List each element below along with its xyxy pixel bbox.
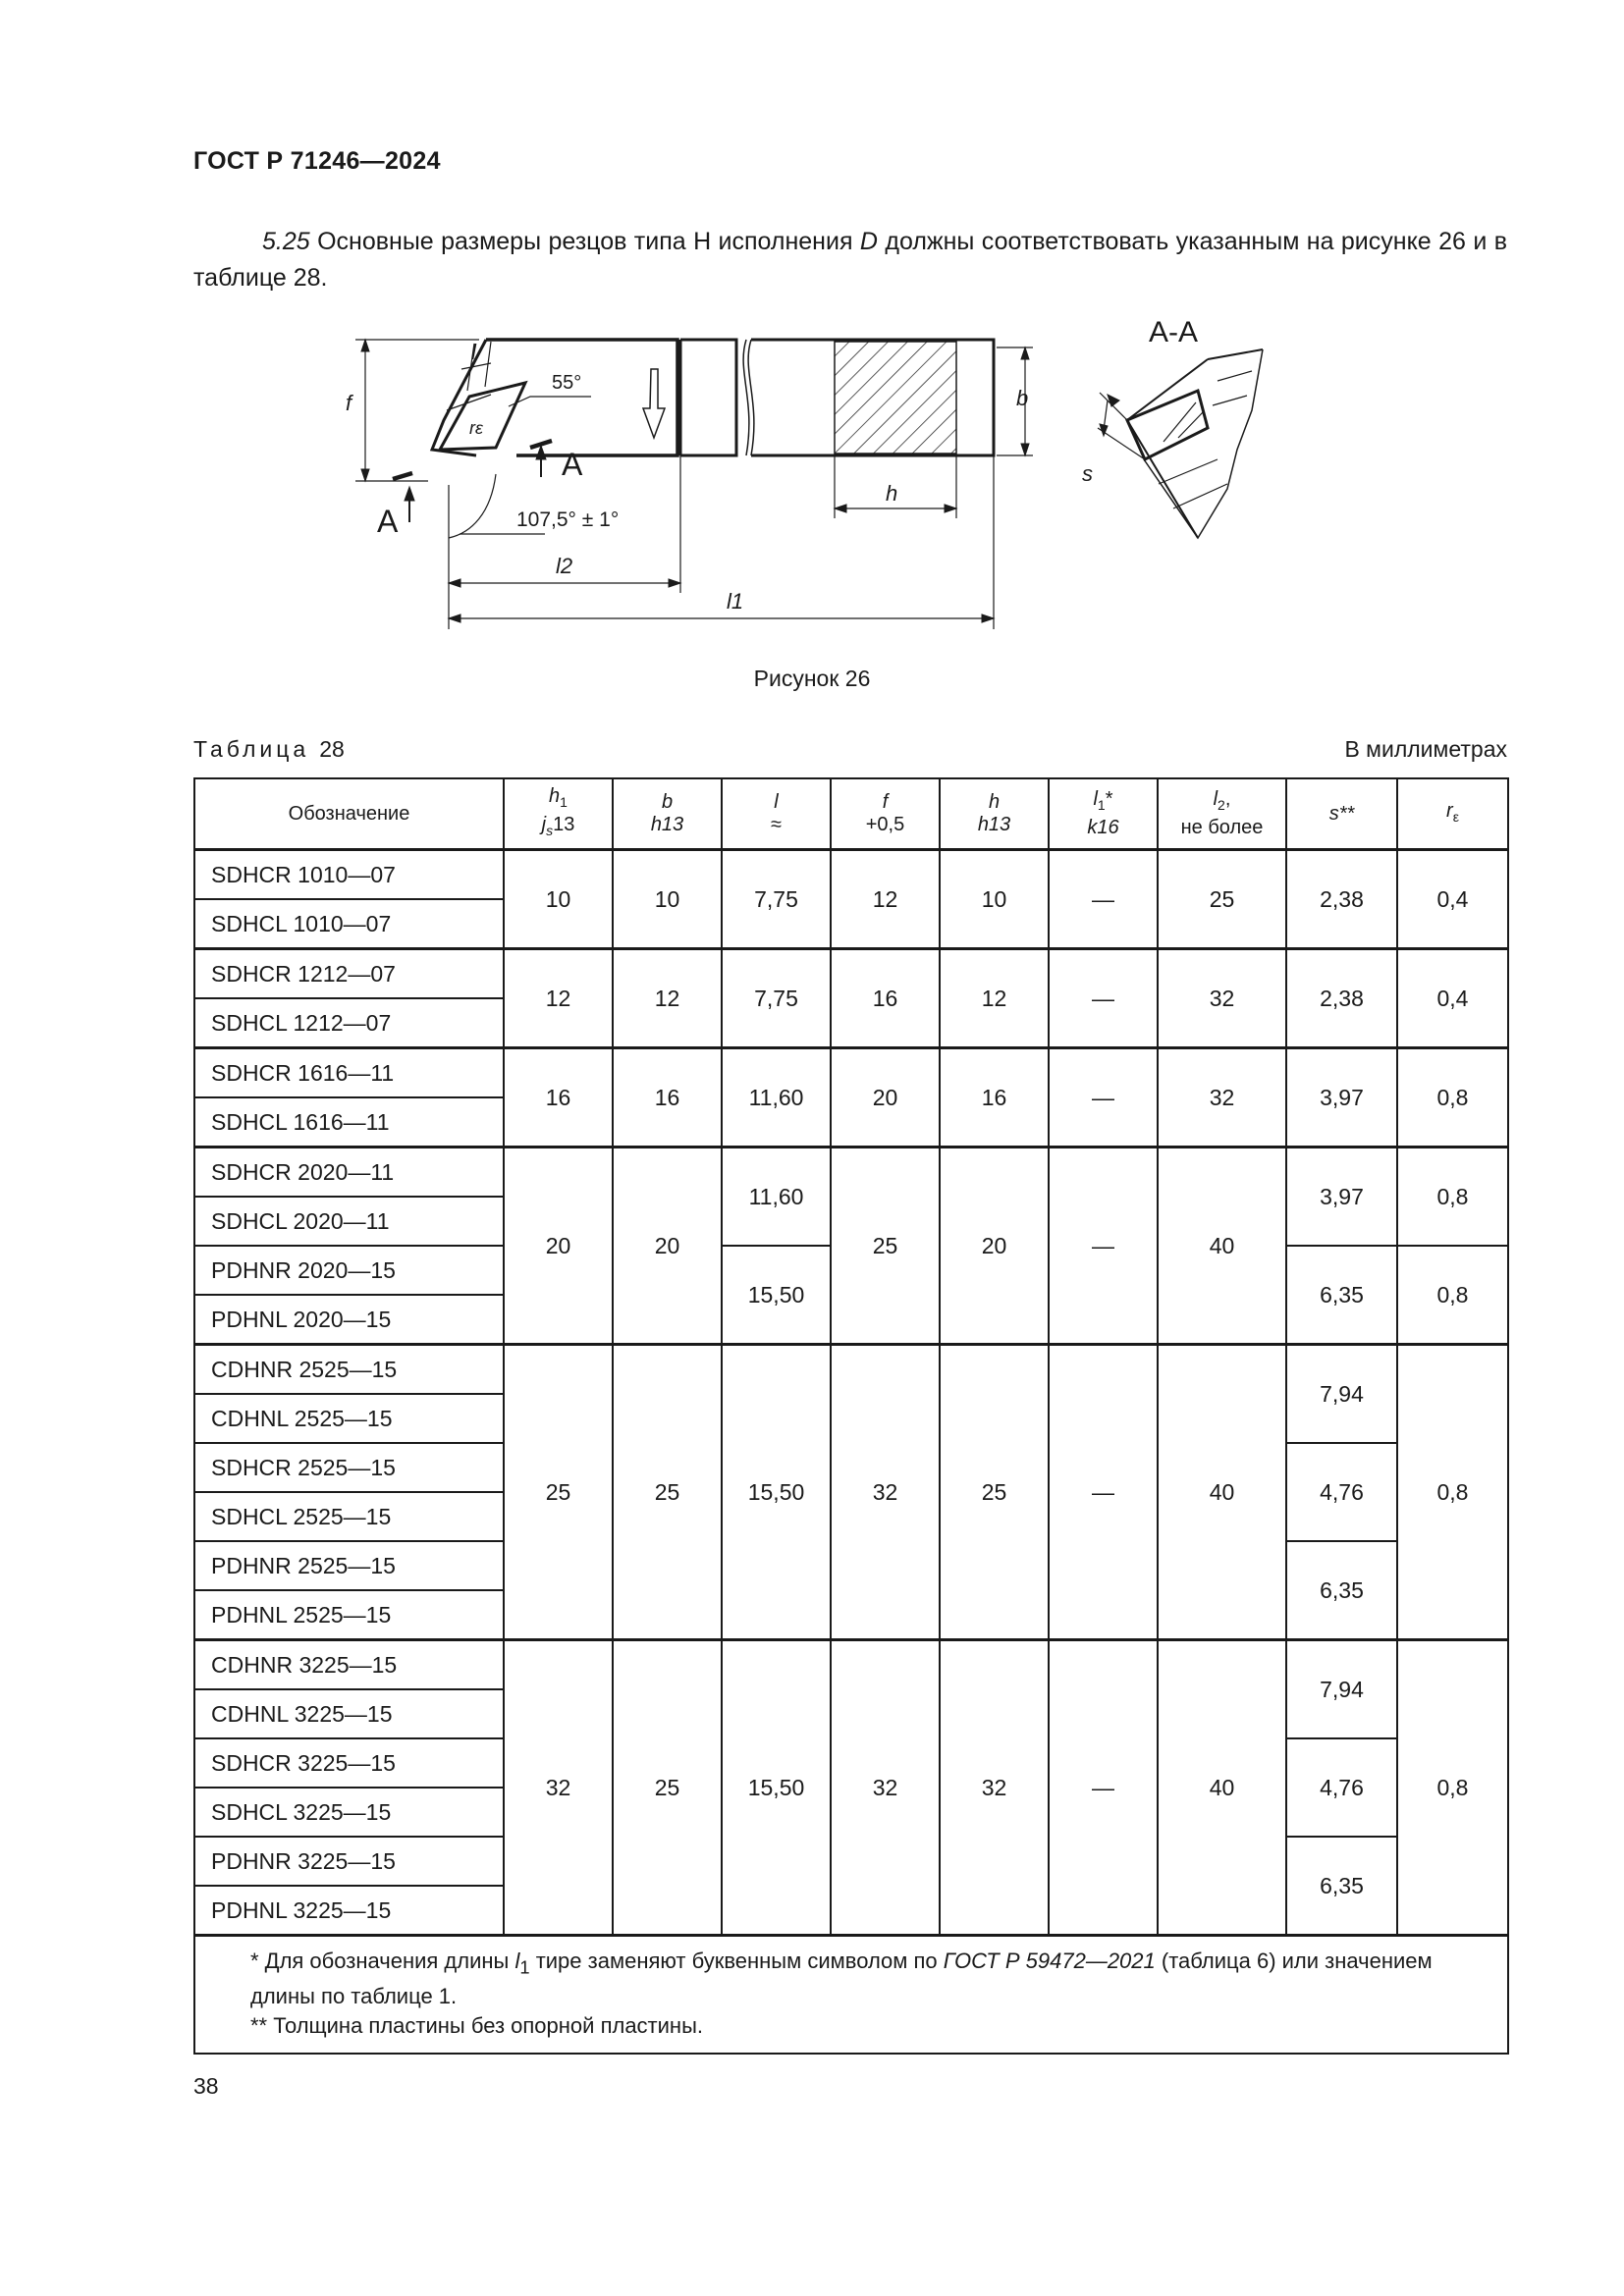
value-cell: 20 (831, 1048, 940, 1148)
label-angle-107: 107,5° ± 1° (516, 508, 620, 531)
page-number: 38 (193, 2073, 219, 2099)
note-1: * Для обозначения длины $l_1$ тире заменяют буквенным символом по ГОСТ Р 59472—2021 (таблица 6) или значением длины по таблице 1. (250, 1949, 1433, 2009)
note-2: ** Толщина пластины без опорной пластины. (250, 2013, 703, 2039)
value-cell: 16 (831, 949, 940, 1048)
value-cell: 12 (504, 949, 613, 1048)
value-cell: 15,50 (722, 1345, 831, 1640)
designation-cell: PDHNR 2525—15 (194, 1541, 504, 1590)
header-h1: $h_1$ $j_s13$ (504, 778, 613, 850)
value-cell: — (1049, 1148, 1158, 1345)
value-cell: 0,4 (1397, 949, 1508, 1048)
value-cell: — (1049, 1345, 1158, 1640)
designation-cell: SDHCL 2525—15 (194, 1492, 504, 1541)
value-cell: 20 (504, 1148, 613, 1345)
table-row (194, 850, 1508, 900)
clause-text-1: Основные размеры резцов типа Н исполнения (317, 228, 853, 255)
value-cell: 6,35 (1286, 1246, 1397, 1345)
designation-cell: CDHNR 3225—15 (194, 1640, 504, 1690)
value-cell: 40 (1158, 1345, 1286, 1640)
header-row (194, 778, 1508, 850)
table-row (194, 1148, 1508, 1198)
designation-cell: PDHNL 2020—15 (194, 1295, 504, 1345)
value-cell: 32 (940, 1640, 1049, 1936)
table-caption-word: Таблица (193, 736, 310, 762)
clause-number: 5.25 (262, 228, 310, 255)
label-h: h (886, 481, 898, 506)
table-row (194, 949, 1508, 999)
label-r-eps: rε (469, 418, 483, 438)
header-l2: $l_2$, не более (1158, 778, 1286, 850)
value-cell: 32 (504, 1640, 613, 1936)
designation-cell: PDHNL 2525—15 (194, 1590, 504, 1640)
label-a-right: A (562, 447, 583, 482)
value-cell: 32 (831, 1345, 940, 1640)
section-label: A-A (1149, 316, 1199, 348)
table-caption-number: 28 (319, 736, 345, 762)
figure-caption: Рисунок 26 (753, 666, 871, 691)
value-cell: 3,97 (1286, 1148, 1397, 1247)
value-cell: 2,38 (1286, 850, 1397, 949)
value-cell: 16 (504, 1048, 613, 1148)
value-cell: 0,8 (1397, 1048, 1508, 1148)
value-cell: 40 (1158, 1640, 1286, 1936)
value-cell: 25 (613, 1345, 722, 1640)
value-cell: 25 (504, 1345, 613, 1640)
value-cell: 10 (940, 850, 1049, 949)
label-l1: l1 (727, 589, 744, 614)
designation-cell: SDHCL 1616—11 (194, 1097, 504, 1148)
value-cell: 10 (504, 850, 613, 949)
designation-cell: SDHCL 2020—11 (194, 1197, 504, 1246)
label-s: s (1082, 461, 1093, 486)
table-row (194, 1640, 1508, 1690)
value-cell: — (1049, 850, 1158, 949)
value-cell: 32 (1158, 1048, 1286, 1148)
value-cell: 32 (1158, 949, 1286, 1048)
designation-cell: SDHCR 2020—11 (194, 1148, 504, 1198)
value-cell: 16 (613, 1048, 722, 1148)
header-r-eps: $r_\varepsilon$ (1397, 778, 1508, 850)
table-row (194, 1048, 1508, 1098)
clause-text-2: должны соответствовать указанным на рисунке 26 и в таблице 28. (193, 228, 1507, 292)
value-cell: 6,35 (1286, 1837, 1397, 1936)
value-cell: 0,8 (1397, 1345, 1508, 1640)
value-cell: 7,75 (722, 949, 831, 1048)
designation-cell: CDHNL 3225—15 (194, 1689, 504, 1738)
value-cell: 2,38 (1286, 949, 1397, 1048)
value-cell: 25 (831, 1148, 940, 1345)
designation-cell: SDHCR 2525—15 (194, 1443, 504, 1492)
value-cell: 10 (613, 850, 722, 949)
value-cell: 11,60 (722, 1148, 831, 1247)
designation-cell: SDHCR 1010—07 (194, 850, 504, 900)
designation-cell: PDHNL 3225—15 (194, 1886, 504, 1936)
designation-cell: SDHCL 1212—07 (194, 998, 504, 1048)
label-55: 55° (552, 372, 582, 394)
table-notes (194, 1936, 1508, 2055)
value-cell: 25 (613, 1640, 722, 1936)
dimensions-table (193, 777, 1509, 2055)
value-cell: 7,75 (722, 850, 831, 949)
value-cell: 12 (613, 949, 722, 1048)
table-caption (193, 736, 345, 763)
value-cell: 0,8 (1397, 1640, 1508, 1936)
value-cell: 25 (940, 1345, 1049, 1640)
value-cell: 12 (831, 850, 940, 949)
value-cell: 11,60 (722, 1048, 831, 1148)
designation-cell: CDHNR 2525—15 (194, 1345, 504, 1395)
label-a-left: A (377, 504, 399, 539)
designation-cell: SDHCL 3225—15 (194, 1788, 504, 1837)
label-b: b (1016, 386, 1029, 410)
value-cell: 4,76 (1286, 1738, 1397, 1837)
value-cell: 32 (831, 1640, 940, 1936)
designation-cell: PDHNR 3225—15 (194, 1837, 504, 1886)
header-l: l ≈ (722, 778, 831, 850)
designation-cell: PDHNR 2020—15 (194, 1246, 504, 1295)
value-cell: 0,8 (1397, 1148, 1508, 1247)
value-cell: — (1049, 1640, 1158, 1936)
header-designation: Обозначение (194, 778, 504, 850)
header-s: s** (1286, 778, 1397, 850)
notes-row (194, 1936, 1508, 2055)
clause-italic-d: D (859, 228, 878, 255)
value-cell: 6,35 (1286, 1541, 1397, 1640)
header-b: b h13 (613, 778, 722, 850)
value-cell: 16 (940, 1048, 1049, 1148)
header-l1: $l_1*$ k16 (1049, 778, 1158, 850)
designation-cell: SDHCR 3225—15 (194, 1738, 504, 1788)
value-cell: 0,8 (1397, 1246, 1508, 1345)
label-l: l (471, 340, 476, 364)
header-h: h h13 (940, 778, 1049, 850)
value-cell: 15,50 (722, 1640, 831, 1936)
figure-26-drawing (334, 312, 1375, 636)
value-cell: — (1049, 1048, 1158, 1148)
value-cell: 0,4 (1397, 850, 1508, 949)
table-row (194, 1345, 1508, 1395)
designation-cell: CDHNL 2525—15 (194, 1394, 504, 1443)
header-f: f +0,5 (831, 778, 940, 850)
value-cell: — (1049, 949, 1158, 1048)
designation-cell: SDHCL 1010—07 (194, 899, 504, 949)
value-cell: 7,94 (1286, 1640, 1397, 1739)
table-units: В миллиметрах (1344, 736, 1507, 762)
value-cell: 15,50 (722, 1246, 831, 1345)
label-f: f (346, 391, 352, 415)
value-cell: 7,94 (1286, 1345, 1397, 1444)
value-cell: 20 (613, 1148, 722, 1345)
value-cell: 3,97 (1286, 1048, 1397, 1148)
document-header: ГОСТ Р 71246—2024 (193, 147, 441, 175)
value-cell: 40 (1158, 1148, 1286, 1345)
label-l2: l2 (556, 554, 573, 578)
value-cell: 12 (940, 949, 1049, 1048)
designation-cell: SDHCR 1616—11 (194, 1048, 504, 1098)
value-cell: 4,76 (1286, 1443, 1397, 1541)
value-cell: 20 (940, 1148, 1049, 1345)
designation-cell: SDHCR 1212—07 (194, 949, 504, 999)
value-cell: 25 (1158, 850, 1286, 949)
clause-paragraph (193, 224, 1507, 296)
